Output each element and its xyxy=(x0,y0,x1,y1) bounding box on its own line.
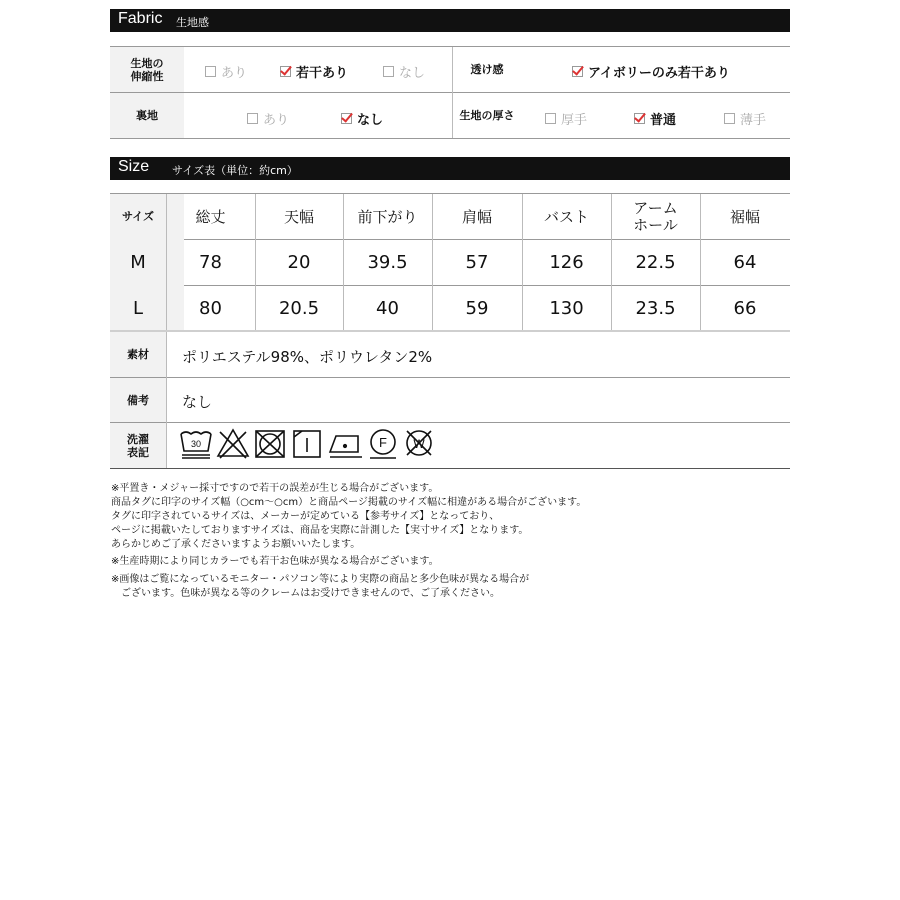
note-line: ページに掲載いたしておりますサイズは、商品を実際に計測した【実寸サイズ】となります。 xyxy=(111,525,529,536)
no-wet-clean-icon xyxy=(407,431,431,455)
thickness-option-usude[interactable]: 薄手 xyxy=(724,109,766,128)
checkbox-icon xyxy=(383,66,394,77)
lining-option-nashi[interactable]: なし xyxy=(341,109,383,128)
size-cell: 80 xyxy=(199,297,222,319)
size-cell: 22.5 xyxy=(635,252,676,273)
wet-letter: W xyxy=(413,437,425,451)
size-header-bust: バスト xyxy=(543,208,589,226)
size-cell: 20.5 xyxy=(278,297,320,319)
size-cell: 130 xyxy=(549,297,584,319)
size-cell: 40 xyxy=(376,297,399,319)
size-header-armhole: アーム ホール xyxy=(633,198,678,234)
checked-checkbox-icon xyxy=(280,66,291,77)
lining-label: 裏地 xyxy=(136,109,158,122)
lining-option-ari[interactable]: あり xyxy=(247,109,289,128)
note-line: ※生産時期により同じカラーでも若干お色味が異なる場合がございます。 xyxy=(111,556,439,567)
iron-low-press-cloth-icon xyxy=(330,436,362,457)
checked-checkbox-icon xyxy=(634,113,645,124)
size-title: Size xyxy=(118,158,150,175)
sheer-value: アイボリーのみ若干あり xyxy=(572,62,730,81)
size-cell: L xyxy=(132,297,144,319)
note-line: あらかじめご了承くださいますようお願いいたします。 xyxy=(111,539,361,550)
wash-temp: 30 xyxy=(190,439,202,449)
size-header-size: サイズ xyxy=(121,210,155,223)
note-line: 商品タグに印字のサイズ幅（○cm〜○cm）と商品ページ掲載のサイズ幅に相違がある場合がございます。 xyxy=(111,497,587,508)
remarks-label: 備考 xyxy=(127,393,149,407)
size-header-neck-width: 天幅 xyxy=(283,208,314,226)
thickness-label: 生地の厚さ xyxy=(459,109,515,122)
notes-block xyxy=(111,482,586,601)
checkbox-icon xyxy=(247,113,258,124)
wash-30-gentle-icon xyxy=(181,432,211,458)
fabric-title: Fabric xyxy=(118,10,163,27)
size-cell: 59 xyxy=(465,297,489,319)
checked-checkbox-icon xyxy=(572,66,583,77)
size-cell: 78 xyxy=(199,252,222,273)
size-cell: 66 xyxy=(733,297,757,319)
care-icons xyxy=(180,426,440,462)
remarks-value: なし xyxy=(182,393,213,411)
no-bleach-icon xyxy=(218,430,248,458)
note-line: タグに印字されているサイズは、メーカーが定めている【参考サイズ】となっており、 xyxy=(111,511,500,522)
note-line: ございます。色味が異なる等のクレームはお受けできませんので、ご了承ください。 xyxy=(111,588,500,599)
size-cell: 23.5 xyxy=(635,297,676,319)
size-cell: M xyxy=(130,252,146,273)
size-subtitle: サイズ表（単位：約cm） xyxy=(172,164,298,177)
size-cell: 39.5 xyxy=(367,252,408,273)
thickness-option-futsu[interactable]: 普通 xyxy=(634,109,676,128)
size-header-shoulder: 肩幅 xyxy=(461,208,492,226)
size-cell: 20 xyxy=(287,252,311,273)
dryclean-letter: F xyxy=(379,435,387,450)
size-cell: 57 xyxy=(465,252,489,273)
sheer-label: 透け感 xyxy=(470,63,504,76)
size-header-hem: 裾幅 xyxy=(729,208,760,226)
material-label: 素材 xyxy=(127,348,149,361)
line-dry-shade-icon xyxy=(294,431,320,457)
size-header-length: 総丈 xyxy=(195,208,226,226)
checkbox-icon xyxy=(205,66,216,77)
material-value: ポリエステル98%、ポリウレタン2% xyxy=(182,348,433,366)
stretch-label: 生地の伸縮性 xyxy=(130,56,164,83)
size-header-front-drop: 前下がり xyxy=(357,208,418,226)
size-cell: 64 xyxy=(733,252,757,273)
checkbox-icon xyxy=(545,113,556,124)
note-line: ※画像はご覧になっているモニター・パソコン等により実際の商品と多少色味が異なる場合が xyxy=(111,574,530,585)
dry-clean-f-icon xyxy=(370,430,396,458)
size-header-bar xyxy=(110,157,790,180)
fabric-subtitle: 生地感 xyxy=(176,16,209,29)
stretch-option-jakkan[interactable]: 若干あり xyxy=(280,62,348,81)
stretch-option-nashi[interactable]: なし xyxy=(383,62,425,81)
size-cell: 126 xyxy=(549,252,584,273)
stretch-option-ari[interactable]: あり xyxy=(205,62,247,81)
checkbox-icon xyxy=(724,113,735,124)
care-label: 洗濯表記 xyxy=(127,432,149,459)
checked-checkbox-icon xyxy=(341,113,352,124)
no-tumble-dry-icon xyxy=(256,431,284,457)
thickness-option-atsude[interactable]: 厚手 xyxy=(545,109,587,128)
fabric-header-bar xyxy=(110,9,790,32)
note-line: ※平置き・メジャー採寸ですので若干の誤差が生じる場合がございます。 xyxy=(111,483,439,494)
